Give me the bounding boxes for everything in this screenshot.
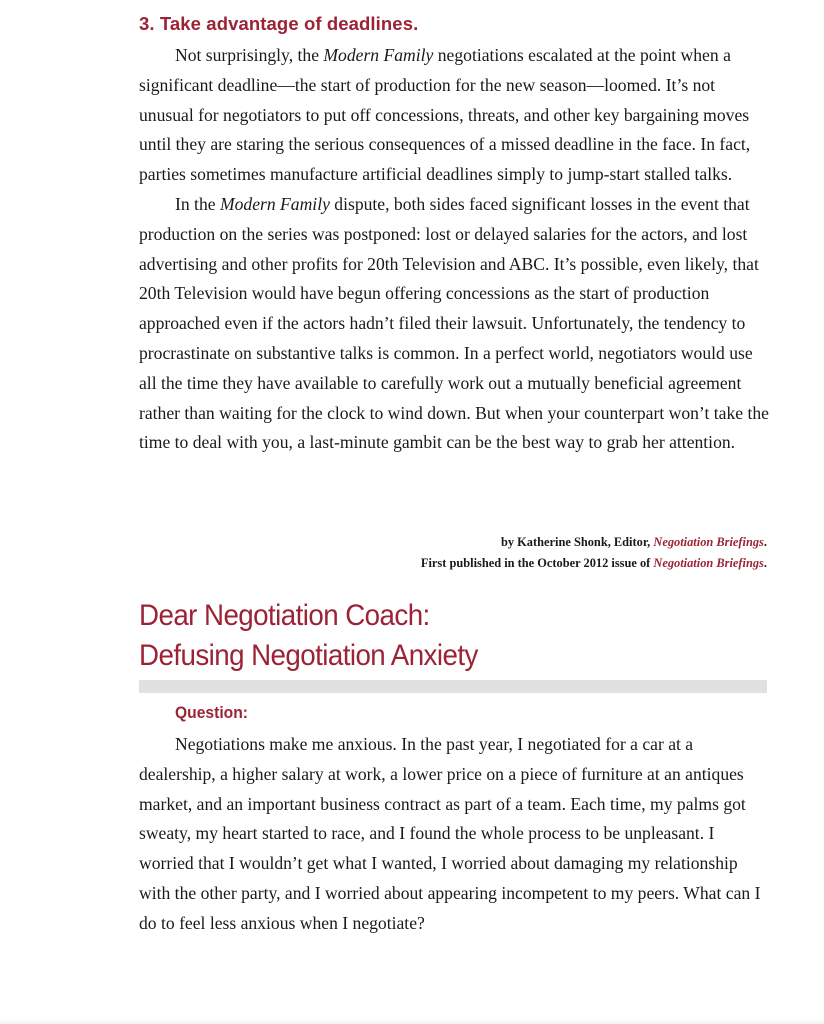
question-label: Question: — [175, 703, 248, 722]
show-title-italic: Modern Family — [219, 193, 330, 214]
show-title-italic: Modern Family — [323, 45, 434, 65]
paragraph-2-start: In the — [175, 193, 220, 214]
article-title-line-1: Dear Negotiation Coach: — [139, 599, 430, 632]
credit-published-text: First published in the October 2012 issue of — [420, 556, 654, 570]
author-credit — [421, 532, 767, 574]
publication-name: Negotiation Briefings — [653, 556, 764, 570]
paragraph-2-rest: dispute, both sides faced significant losses in the event that production on the series was postponed: lost or delayed salaries for the actors, and lost advertising and other profits for 20th Television and ABC. It’s possible, even likely, that 20th Television would have begun offering concessions as the start of production approached even if the actors hadn’t filed their lawsuit. Unfortunately, the tendency to procrastinate on substantive talks is common. In a perfect world, negotiators would use all the time they have available to carefully work out a mutually beneficial agreement rather than waiting for the clock to wind down. But when your counterpart won’t take the time to deal with you, a last-minute gambit can be the best way to grab her attention. — [139, 193, 769, 453]
credit-line-published — [421, 553, 767, 574]
article-title-line-2: Defusing Negotiation Anxiety — [139, 639, 478, 672]
credit-period: . — [763, 556, 767, 570]
credit-period: . — [763, 535, 767, 549]
title-divider — [139, 680, 767, 693]
paragraph-1-start: Not surprisingly, the — [175, 45, 324, 65]
body-paragraph-1 — [139, 41, 769, 190]
deadlines-section-body — [139, 41, 769, 458]
paragraph-1-rest: negotiations escalated at the point when a significant deadline—the start of production for the new season—loomed. It’s not unusual for negotiators to put off concessions, threats, and other key bargaining moves until they are staring the serious consequences of a missed deadline in the face. In fact, parties sometimes manufacture artificial deadlines simply to jump-start stalled talks. — [139, 45, 751, 185]
page-bottom-edge — [0, 1018, 824, 1024]
credit-line-author — [421, 532, 767, 553]
article-title — [139, 596, 478, 676]
section-heading: 3. Take advantage of deadlines. — [139, 13, 419, 34]
question-paragraph: Negotiations make me anxious. In the past year, I negotiated for a car at a dealership, a higher salary at work, a lower price on a piece of furniture at an antiques market, and an important business contract as part of a team. Each time, my palms got sweaty, my heart started to race, and I found the whole process to be unpleasant. I worried that I wouldn’t get what I wanted, I worried about damaging my relationship with the other party, and I worried about appearing incompetent to my peers. What can I do to feel less anxious when I negotiate? — [139, 734, 761, 933]
credit-author-text: by Katherine Shonk, Editor, — [500, 535, 654, 549]
body-paragraph-2 — [139, 190, 769, 458]
publication-name: Negotiation Briefings — [653, 535, 764, 549]
question-body — [139, 730, 769, 939]
